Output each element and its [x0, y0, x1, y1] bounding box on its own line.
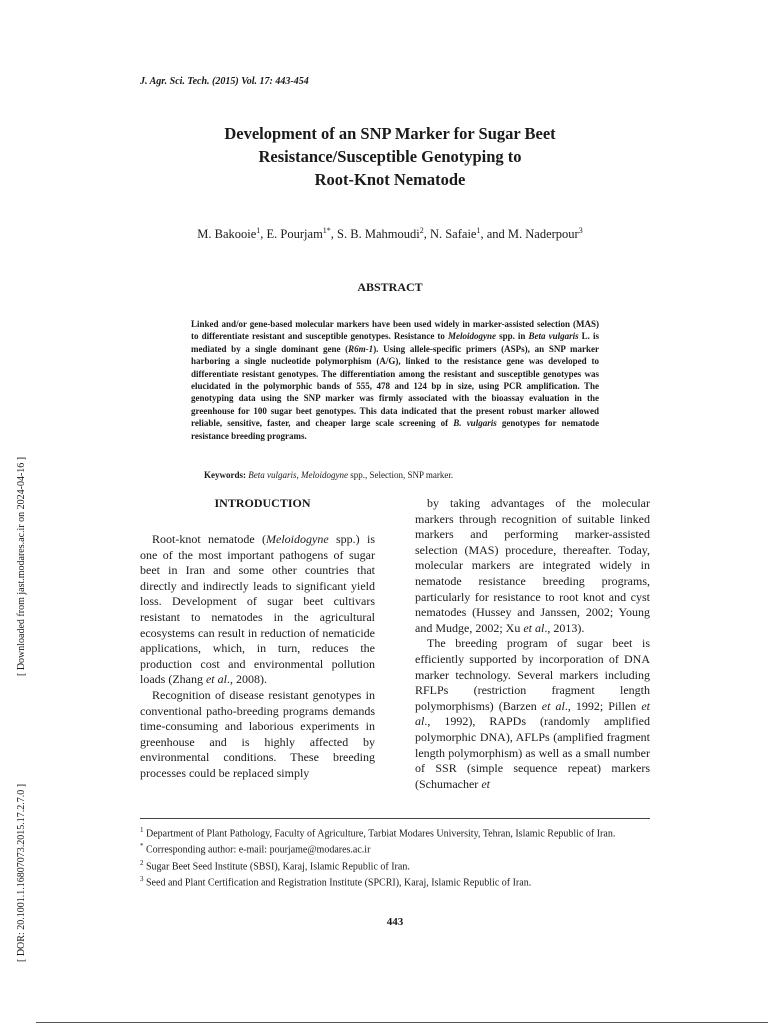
body-paragraph	[415, 496, 650, 636]
text-run: spp. in	[496, 331, 529, 342]
page-bottom-rule	[36, 1022, 768, 1023]
italic-text: Meloidogyne	[301, 470, 348, 480]
author-affiliation-mark: 1	[476, 226, 481, 235]
keywords-label: Keywords:	[204, 470, 246, 480]
italic-text: et al	[205, 672, 227, 687]
italic-text: Meloidogyne	[448, 331, 496, 342]
text-run: ). Using allele-specific primers (ASPs), an SNP marker harboring a single nucleotide polymorphism (A/G), linked to the resistance gene was developed to differentiate resistant genotypes. The differentiation among the resistant and susceptible genotypes was elucidated in the polymorphic bands of 555, 478 and 124 bp in size, using PCR amplification. The genotyping data using the SNP marker was firmly associated with the bioassay evaluation in the greenhouse for 100 sugar beet genotypes. This data indicated that the present robust marker allowed reliable, sensitive, faster, and cheaper large scale screening of	[191, 343, 600, 429]
italic-text: R6m-1	[348, 343, 374, 354]
italic-text: et al	[541, 698, 565, 713]
paper-title	[140, 122, 640, 191]
author-affiliation-mark: 1*	[322, 226, 331, 235]
text-run: spp., Selection, SNP marker.	[347, 470, 454, 480]
footnote	[140, 824, 650, 840]
author-name: S. B. Mahmoudi	[337, 227, 420, 242]
text-run: Recognition of disease resistant genotypes in conventional patho-breeding programs demands time-consuming and laborious experiments in greenhouse and is highly affected by environmental conditions. These breeding processes could be replaced simply	[140, 687, 375, 780]
author-separator: ,	[423, 227, 430, 242]
text-run: spp.) is one of the most important pathogens of sugar beet in Iran and some other countries that directly and indirectly leads to significant yield loss. Development of sugar beet cultivars resistant to nematodes in the agricultural ecosystems can result in reduction of nematicide applications, which, in turn, reduces the production cost and environmental pollution loads (Zhang	[140, 532, 376, 687]
title-line: Root-Knot Nematode	[314, 170, 466, 189]
italic-text: et	[481, 776, 490, 791]
author-affiliation-mark: 2	[419, 226, 424, 235]
footnote-mark: 1	[140, 826, 144, 834]
section-heading-introduction: INTRODUCTION	[214, 496, 311, 510]
author-list	[140, 226, 640, 242]
italic-text: Beta vulgaris	[528, 331, 579, 342]
footnote-text: Corresponding author: e-mail: pourjame@modares.ac.ir	[143, 844, 371, 856]
text-run: L. is mediated by a single dominant gene (	[191, 331, 599, 354]
italic-text: et al	[415, 698, 650, 729]
page-number: 443	[386, 916, 404, 928]
text-run: ., 1992), RAPDs (randomly amplified polymorphic DNA), AFLPs (amplified fragment length polymorphism) as well as a small number of SSR (simple sequence repeat) markers (Schumacher	[415, 714, 650, 791]
title-line: Resistance/Susceptible Genotyping to	[258, 147, 522, 166]
text-run: ., 2013).	[544, 620, 585, 635]
author-affiliation-mark: 3	[578, 226, 583, 235]
footnote-mark: 2	[140, 858, 144, 867]
author-separator: , and	[480, 227, 508, 242]
footnote-text: Department of Plant Pathology, Faculty of Agriculture, Tarbiat Modares University, Tehran, Islamic Republic of Iran.	[143, 828, 616, 840]
footnote-mark: *	[140, 842, 144, 851]
italic-text: Meloidogyne	[266, 532, 329, 546]
text-run: ., 2008).	[226, 672, 267, 687]
author-separator: ,	[330, 227, 338, 242]
keywords	[204, 470, 453, 480]
title-line: Development of an SNP Marker for Sugar Beet	[224, 124, 556, 143]
italic-text: et al	[523, 620, 545, 635]
text-run: ,	[296, 470, 301, 480]
author-affiliation-mark: 1	[256, 226, 261, 235]
footnote-divider	[140, 818, 650, 819]
download-stamp: [ Downloaded from jast.modares.ac.ir on 2024-04-16 ]	[16, 456, 27, 676]
italic-text: B. vulgaris	[453, 418, 497, 429]
text-run: ., 1992; Pillen	[564, 698, 642, 713]
body-column-right	[415, 496, 650, 792]
italic-text: Beta vulgaris	[246, 470, 297, 480]
text-run: Linked and/or gene-based molecular markers have been used widely in marker-assisted selection (MAS) to differentiate resistant and susceptible genotypes. Resistance to	[191, 319, 599, 342]
footnote	[140, 873, 650, 889]
author-name: N. Safaie	[429, 227, 477, 242]
text-run: by taking advantages of the molecular markers through recognition of suitable linked markers and performing marker-assisted selection (MAS) procedure, thereafter. Today, molecular markers are integrated widely in nematode resistance breeding programs, particularly for resistance to root knot and cyst nematodes (Hussey and Janssen, 2002; Young and Mudge, 2002; Xu	[415, 496, 650, 635]
author-name: M. Naderpour	[507, 227, 579, 242]
footnote	[140, 857, 650, 873]
footnote-text: Seed and Plant Certification and Registration Institute (SPCRI), Karaj, Islamic Republic of Iran.	[143, 877, 532, 889]
footnote-mark: 3	[140, 874, 144, 883]
body-paragraph	[415, 636, 650, 792]
text-run: The breeding program of sugar beet is efficiently supported by incorporation of DNA marker technology. Several markers including RFLPs (restriction fragment length polymorphisms) (Barzen	[415, 636, 650, 713]
body-paragraph	[140, 532, 375, 688]
text-run: Root-knot nematode (	[152, 532, 266, 546]
footnote	[140, 840, 650, 856]
footnotes	[140, 824, 650, 889]
body-paragraph	[140, 688, 375, 782]
dor-stamp: [ DOR: 20.1001.1.16807073.2015.17.2.7.0 ]	[16, 783, 27, 962]
keywords-values	[246, 470, 453, 480]
footnote-text: Sugar Beet Seed Institute (SBSI), Karaj, Islamic Republic of Iran.	[143, 860, 410, 872]
abstract-heading: ABSTRACT	[357, 280, 423, 294]
abstract-text	[191, 318, 599, 442]
author-separator: ,	[260, 227, 267, 242]
author-name: E. Pourjam	[266, 227, 323, 242]
journal-citation: J. Agr. Sci. Tech. (2015) Vol. 17: 443-454	[140, 76, 309, 87]
body-column-left	[140, 532, 375, 782]
text-run: genotypes for nematode resistance breeding programs.	[191, 418, 599, 441]
author-name: M. Bakooie	[197, 227, 257, 242]
